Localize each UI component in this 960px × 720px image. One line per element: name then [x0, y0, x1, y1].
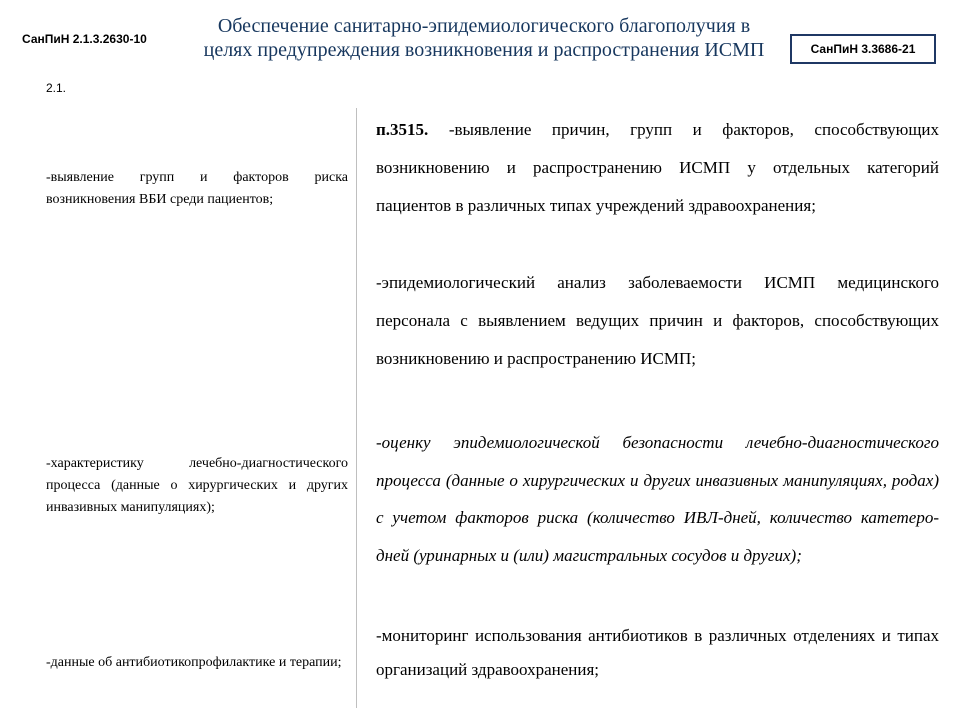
- sanpin-old-code: СанПиН 2.1.3.2630-10: [22, 32, 147, 46]
- left-item-risk-factors: -выявление групп и факторов риска возникновения ВБИ среди пациентов;: [46, 170, 348, 207]
- clause-label: п.3515.: [376, 120, 429, 139]
- slide-title: Обеспечение санитарно-эпидемиологического благополучия в целях предупреждения возникновения и распространения ИСМП: [203, 15, 765, 61]
- right-item-safety-assessment: -оценку эпидемиологической безопасности лечебно-диагностического процесса (данные о хирургических и других инвазивных манипуляциях, родах) с учетом факторов риска (количество ИВЛ-дней, количество катетеро-дней (уринарных и (или) магистральных сосудов и других);: [376, 433, 939, 565]
- right-item-antibiotic-monitoring: -мониторинг использования антибиотиков в различных отделениях и типах организаций здравоохранения;: [376, 626, 939, 679]
- section-number: 2.1.: [46, 81, 67, 95]
- right-item-causes-text: -выявление причин, групп и факторов, способствующих возникновению и распространению ИСМП у отдельных категорий пациентов в различных типах учреждений здравоохранения;: [376, 120, 940, 215]
- left-item-diagnostic-process: -характеристику лечебно-диагностического процесса (данные о хирургических и других инвазивных манипуляциях);: [46, 456, 348, 515]
- right-item-staff-analysis: -эпидемиологический анализ заболеваемости ИСМП медицинского персонала с выявлением ведущих причин и факторов, способствующих возникновению и распространению ИСМП;: [376, 273, 939, 368]
- column-divider: [356, 108, 357, 708]
- right-item-causes: [376, 111, 939, 225]
- left-item-antibiotic-prophylaxis: -данные об антибиотикопрофилактике и терапии;: [46, 655, 342, 670]
- sanpin-new-code-box: СанПиН 3.3686-21: [790, 34, 936, 64]
